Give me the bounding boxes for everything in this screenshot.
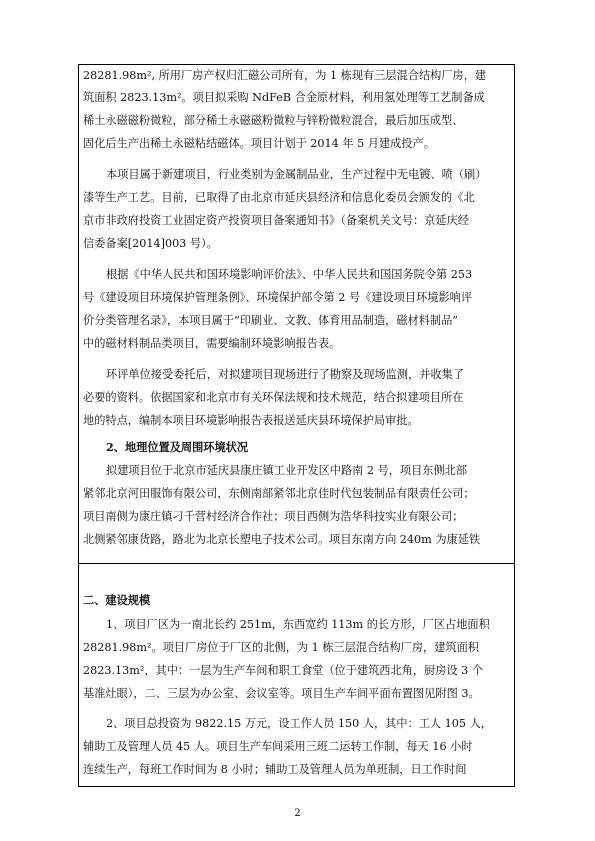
text-line: 28281.98m², 所用厂房产权归汇磁公司所有，为 1 栋现有三层混合结构厂房，建	[83, 69, 487, 82]
text-line: 本项目属于新建项目，行业类别为金属制品业，生产过程中无电镀、喷（刷）	[106, 168, 487, 181]
text-line: 辅助工及管理人员 45 人。项目生产车间采用三班二运转工作制，每天 16 小时	[83, 740, 473, 753]
text-line: 1、项目厂区为一南北长约 251m，东西宽约 113m 的长方形，厂区占地面积	[106, 618, 490, 631]
report-table-frame	[78, 64, 515, 787]
text-line: 拟建项目位于北京市延庆县康庄镇工业开发区中路南 2 号，项目东侧北部	[106, 464, 468, 477]
page-number: 2	[294, 808, 301, 819]
text-line: 地的特点，编制本项目环境影响报告表报送延庆县环境保护局审批。	[83, 414, 419, 427]
text-line: 稀土永磁磁粉微粒，部分稀土永磁磁粉微粒与锌粉微粒混合，最后加压成型、	[83, 114, 464, 127]
text-line: 2、项目总投资为 9822.15 万元，设工作人员 150 人，其中：工人 105 人，	[106, 717, 492, 730]
text-line: 号《建设项目环境保护管理条例》、环境保护部令第 2 号《建设项目环境影响评	[83, 291, 473, 304]
text-line: 基准灶眼），二、三层为办公室、会议室等。项目生产车间平面布置图见附图 3。	[83, 687, 480, 700]
text-line: 北侧紧邻康货路，路北为北京长塑电子技术公司。项目东南方向 240m 为康延铁	[83, 533, 481, 546]
text-line: 必要的资料。依据国家和北京市有关环保法规和技术规范，结合拟建项目所在	[83, 391, 464, 404]
text-line: 京市非政府投资工业固定资产投资项目备案通知书》（备案机关文号：京延庆经	[83, 214, 469, 227]
text-line: 固化后生产出稀土永磁粘结磁体。项目计划于 2014 年 5 月建成投产。	[83, 137, 435, 150]
section-heading: 2、地理位置及周围环境状况	[106, 440, 249, 454]
text-line: 连续生产，每班工作时间为 8 小时；辅助工及管理人员为单班制，日工作时间	[83, 763, 467, 776]
text-line: 信委备案[2014]003 号）。	[83, 237, 218, 250]
text-line: 漆等生产工艺。目前，已取得了由北京市延庆县经济和信息化委员会颁发的《北	[83, 191, 475, 204]
text-line: 根据《中华人民共和国环境影响评价法》、中华人民共和国国务院令第 253	[106, 268, 473, 281]
text-line: 项目南侧为康庄镇刁千营村经济合作社；项目西侧为浩华科技实业有限公司；	[83, 510, 464, 523]
text-line: 筑面积 2823.13m²。项目拟采购 NdFeB 合金原材料，利用氢处理等工艺制备成	[83, 91, 485, 104]
text-line: 2823.13m²，其中：一层为生产车间和职工食堂（位于建筑西北角，厨房设 3 个	[83, 664, 484, 677]
text-line: 28281.98m²。项目厂房位于厂区的北侧，为 1 栋三层混合结构厂房，建筑面积	[83, 641, 479, 654]
section-heading: 二、建设规模	[83, 593, 151, 607]
text-line: 环评单位接受委托后，对拟建项目现场进行了勘察及现场监测，并收集了	[106, 368, 465, 381]
text-line: 中的磁材料制品类项目，需要编制环境影响报告表。	[83, 337, 341, 350]
text-line: 紧邻北京河田服饰有限公司，东侧南部紧邻北京佳时代包装制品有限责任公司；	[83, 487, 475, 500]
table-row-divider	[79, 563, 514, 564]
text-line: 价分类管理名录》，本项目属于“印刷业、文教、体育用品制造，磁材料制品”	[83, 314, 459, 327]
